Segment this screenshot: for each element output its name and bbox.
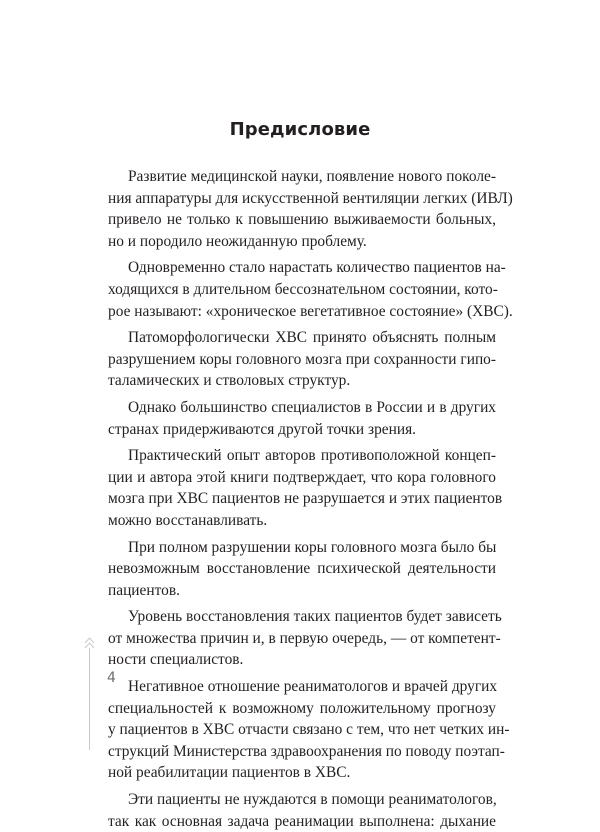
text-line: можно восстанавливать. <box>108 511 268 529</box>
text-line: ции и автора этой книги подтверждает, что кора головного <box>108 468 496 486</box>
text-line: ности специалистов. <box>108 651 244 669</box>
text-line: Уровень восстановления таких пациентов будет зависеть <box>128 608 502 626</box>
text-line: специальностей к возможному положительному прогнозу <box>108 699 496 717</box>
paragraph <box>108 789 496 832</box>
text-line: При полном разрушении коры головного мозга было бы <box>128 538 497 556</box>
text-line: Развитие медицинской науки, появление нового поколе- <box>128 168 496 185</box>
text-line: Патоморфологически ХВС принято объяснять полным <box>128 329 496 347</box>
text-line: рое называют: «хроническое вегетативное состояние» (ХВС). <box>108 302 513 320</box>
paragraph <box>108 397 496 440</box>
page-title: Предисловие <box>229 119 371 140</box>
paragraph <box>108 445 503 531</box>
text-line: Эти пациенты не нуждаются в помощи реаниматологов, <box>128 791 497 809</box>
text-line: Однако большинство специалистов в России и в других <box>128 398 496 416</box>
text-line: от множества причин и, в первую очередь, — от компетент- <box>108 629 501 647</box>
text-line: разрушением коры головного мозга при сохранности гипо- <box>108 350 496 368</box>
text-line: привело не только к повышению выживаемости больных, <box>108 211 496 229</box>
paragraph <box>108 166 513 252</box>
text-line: у пациентов в ХВС отчасти связано с тем, что нет четких ин- <box>108 721 510 739</box>
text-line: струкций Министерства здравоохранения по поводу поэтап- <box>108 742 505 760</box>
paragraph <box>108 327 496 392</box>
text-line: невозможным восстановление психической деятельности <box>108 560 496 578</box>
text-line: но и породило неожиданную проблему. <box>108 232 367 250</box>
page-number: 4 <box>107 670 116 686</box>
margin-rule <box>89 648 90 750</box>
text-line: ной реабилитации пациентов в ХВС. <box>108 764 351 782</box>
text-line: мозга при ХВС пациентов не разрушается и этих пациентов <box>108 490 503 508</box>
text-line: Одновременно стало нарастать количество пациентов на- <box>128 259 506 277</box>
text-line: так как основная задача реанимации выполнена: дыхание <box>108 812 496 830</box>
text-line: ходящихся в длительном бессознательном состоянии, кото- <box>108 280 498 298</box>
paragraph <box>108 537 496 602</box>
paragraph <box>108 606 502 671</box>
text-line: ния аппаратуры для искусственной вентиляции легких (ИВЛ) <box>108 189 513 207</box>
text-line: Негативное отношение реаниматологов и врачей других <box>128 678 498 696</box>
text-line: таламических и стволовых структур. <box>108 372 351 390</box>
text-line: пациентов. <box>108 581 180 599</box>
text-line: Практический опыт авторов противоположной концеп- <box>128 447 496 465</box>
paragraph <box>108 676 510 784</box>
text-line: странах придерживаются другой точки зрения. <box>108 420 416 438</box>
paragraph <box>108 257 513 322</box>
body-text <box>108 166 513 832</box>
